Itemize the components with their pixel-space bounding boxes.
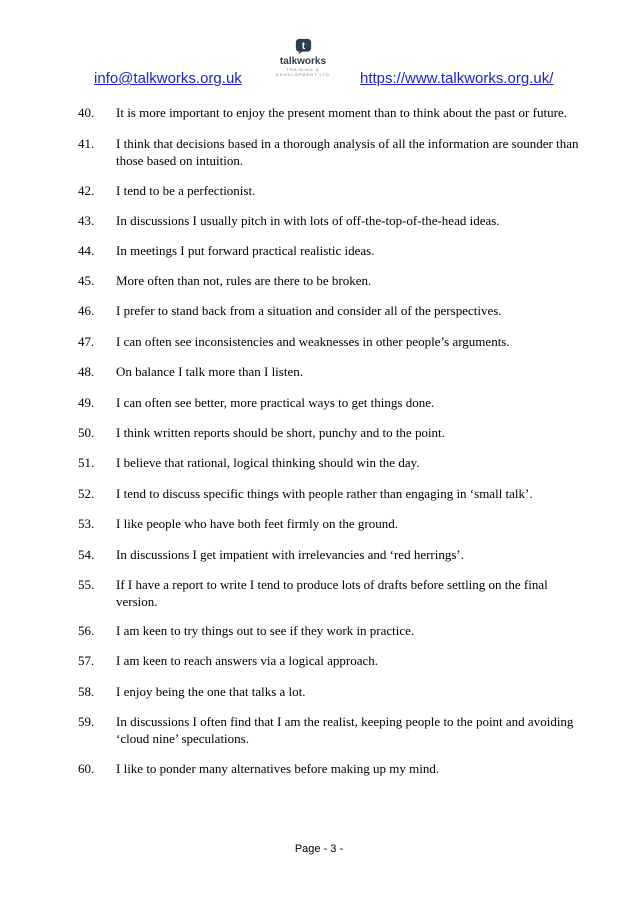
item-text: I like to ponder many alternatives before making up my mind. <box>116 761 440 776</box>
item-number: 53. <box>78 516 95 531</box>
item-text: In meetings I put forward practical realistic ideas. <box>116 243 375 258</box>
item-number: 42. <box>78 183 95 198</box>
item-text: On balance I talk more than I listen. <box>116 364 303 379</box>
item-number: 41. <box>78 136 95 151</box>
item-text: It is more important to enjoy the present moment than to think about the past or future. <box>116 105 567 120</box>
item-number: 59. <box>78 714 95 729</box>
item-text: I like people who have both feet firmly on the ground. <box>116 516 398 531</box>
page-number: Page - 3 - <box>294 843 344 855</box>
item-number: 40. <box>78 105 95 120</box>
item-text: In discussions I usually pitch in with lots of off-the-top-of-the-head ideas. <box>116 213 500 228</box>
header-email-link[interactable]: info@talkworks.org.uk <box>94 70 242 87</box>
item-number: 45. <box>78 273 95 288</box>
item-text: More often than not, rules are there to be broken. <box>116 273 372 288</box>
item-number: 47. <box>78 334 95 349</box>
item-number: 58. <box>78 684 95 699</box>
item-text: If I have a report to write I tend to produce lots of drafts before settling on the final version. <box>116 577 548 609</box>
item-number: 55. <box>78 577 95 592</box>
item-text: In discussions I often find that I am the realist, keeping people to the point and avoiding ‘cloud nine’ speculations. <box>116 714 574 746</box>
logo-name: talkworks <box>279 56 327 67</box>
item-number: 54. <box>78 547 95 562</box>
item-text: I am keen to reach answers via a logical approach. <box>116 653 379 668</box>
item-text: I am keen to try things out to see if they work in practice. <box>116 623 415 638</box>
logo-subtitle-line2: DEVELOPMENT LTD <box>276 72 330 77</box>
item-text: I can often see better, more practical ways to get things done. <box>116 395 435 410</box>
item-number: 56. <box>78 623 95 638</box>
item-text: I think that decisions based in a thorough analysis of all the information are sounder than those based on intuition. <box>116 136 579 168</box>
item-text: In discussions I get impatient with irrelevancies and ‘red herrings’. <box>116 547 465 562</box>
item-text: I can often see inconsistencies and weaknesses in other people’s arguments. <box>116 334 510 349</box>
item-number: 49. <box>78 395 95 410</box>
item-text: I tend to be a perfectionist. <box>116 183 256 198</box>
item-number: 50. <box>78 425 95 440</box>
item-number: 60. <box>78 761 95 776</box>
talkworks-logo <box>270 38 336 88</box>
item-number: 44. <box>78 243 95 258</box>
item-number: 48. <box>78 364 95 379</box>
item-number: 46. <box>78 303 95 318</box>
item-number: 43. <box>78 213 95 228</box>
item-number: 52. <box>78 486 95 501</box>
item-number: 51. <box>78 455 95 470</box>
item-text: I tend to discuss specific things with people rather than engaging in ‘small talk’. <box>116 486 533 501</box>
item-text: I believe that rational, logical thinking should win the day. <box>116 455 420 470</box>
item-text: I enjoy being the one that talks a lot. <box>116 684 306 699</box>
item-text: I prefer to stand back from a situation and consider all of the perspectives. <box>116 303 502 318</box>
logo-subtitle-line1: TRAINING & <box>286 67 320 72</box>
item-text: I think written reports should be short, punchy and to the point. <box>116 425 445 440</box>
talkworks-speech-bubble-logo-icon <box>295 38 312 55</box>
item-number: 57. <box>78 653 95 668</box>
header-website-link[interactable]: https://www.talkworks.org.uk/ <box>360 70 554 87</box>
svg-text:t: t <box>301 41 305 53</box>
